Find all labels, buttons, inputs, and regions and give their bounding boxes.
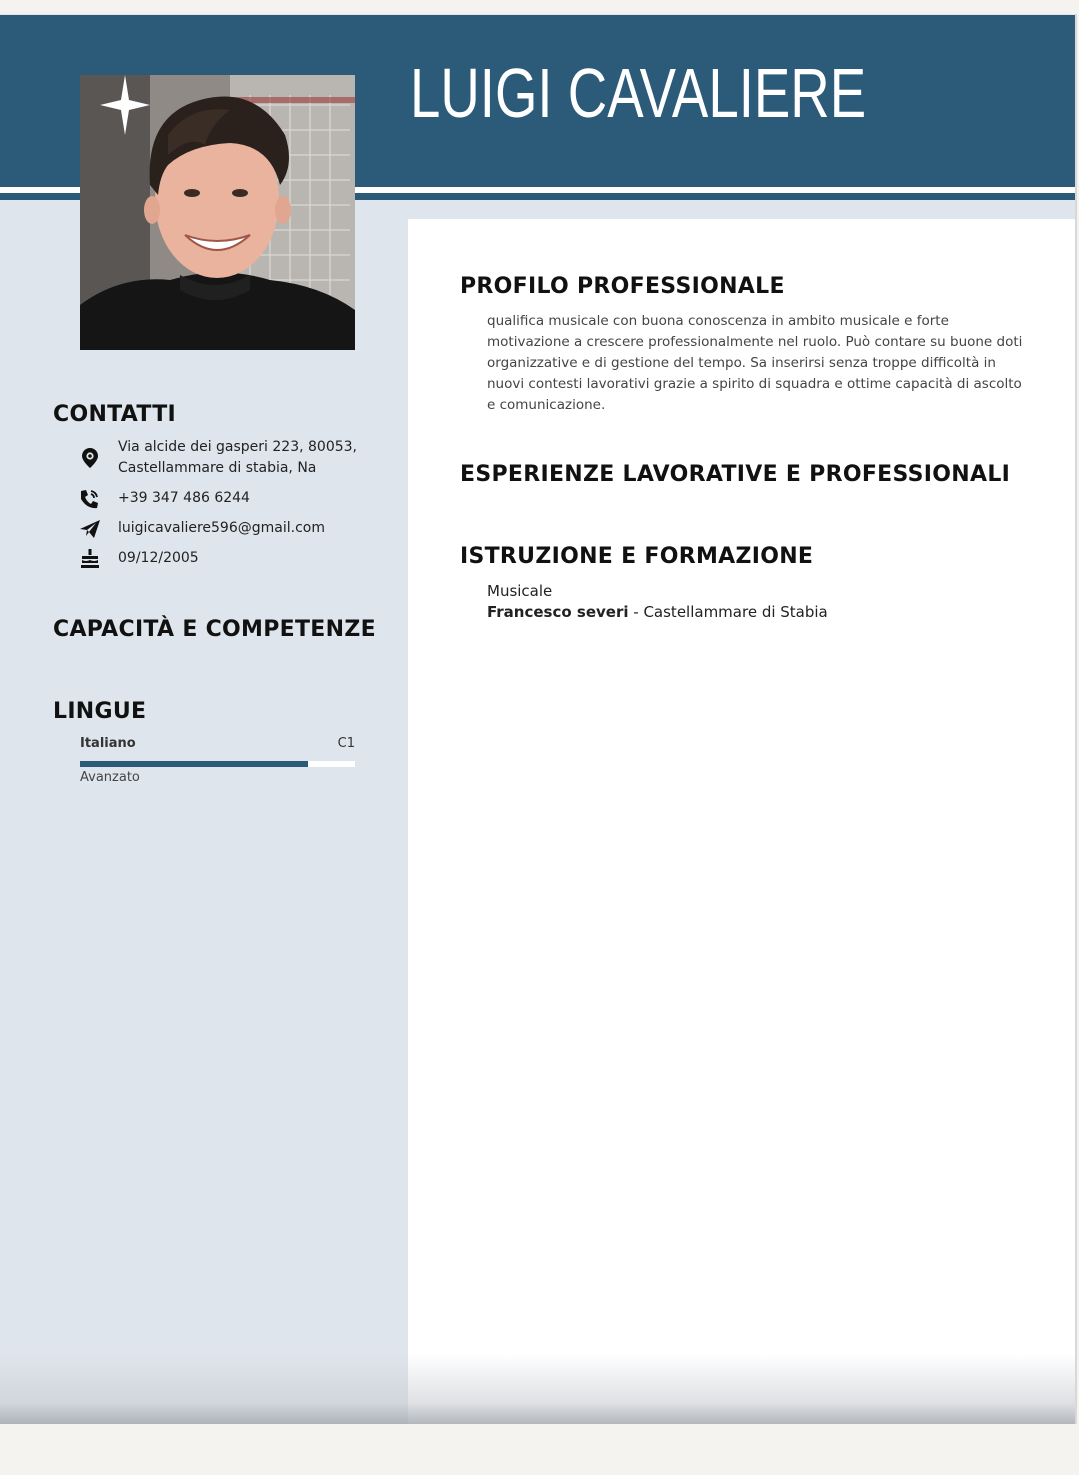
person-name: LUIGI CAVALIERE <box>410 54 867 132</box>
language-name: Italiano <box>80 736 136 751</box>
contact-birthdate <box>78 548 378 570</box>
education-location: Castellammare di Stabia <box>643 603 828 621</box>
contact-address <box>78 437 378 481</box>
language-level: C1 <box>337 736 355 751</box>
language-description: Avanzato <box>80 770 140 785</box>
profile-photo <box>80 75 355 350</box>
birthday-cake-icon <box>78 548 102 570</box>
address-line-2: Castellammare di stabia, Na <box>118 460 317 476</box>
contact-email <box>78 518 378 540</box>
location-pin-icon <box>78 447 102 469</box>
phone-icon <box>78 488 102 510</box>
phone-text: +39 347 486 6244 <box>118 490 250 506</box>
address-line-1: Via alcide dei gasperi 223, 80053, <box>118 439 357 455</box>
resume-page <box>0 14 1077 1424</box>
birthdate-text: 09/12/2005 <box>118 550 199 566</box>
email-text: luigicavaliere596@gmail.com <box>118 520 325 536</box>
language-proficiency-bar <box>80 761 355 767</box>
education-school: Francesco severi <box>487 603 629 621</box>
contacts-heading: CONTATTI <box>53 402 176 427</box>
education-separator: - <box>628 603 644 621</box>
skills-heading: CAPACITÀ E COMPETENZE <box>53 617 376 642</box>
education-degree: Musicale <box>487 582 553 600</box>
profile-heading: PROFILO PROFESSIONALE <box>460 274 785 299</box>
language-proficiency-fill <box>80 761 308 767</box>
paper-plane-icon <box>78 518 102 540</box>
education-heading: ISTRUZIONE E FORMAZIONE <box>460 544 814 569</box>
languages-heading: LINGUE <box>53 699 147 724</box>
profile-photo-image <box>80 75 355 350</box>
experience-heading: ESPERIENZE LAVORATIVE E PROFESSIONALI <box>460 462 1011 487</box>
contact-phone <box>78 488 378 510</box>
address-text <box>118 437 378 479</box>
profile-text: qualifica musicale con buona conoscenza in ambito musicale e forte motivazione a crescere professionalmente nel ruolo. Può contare su buone doti organizzative e di gestione del tempo. Sa inserirsi senza troppe difficoltà in nuovi contesti lavorativi grazie a spirito di squadra e ottime capacità di ascolto e comunicazione. <box>487 313 1023 413</box>
education-school-line <box>487 603 828 621</box>
